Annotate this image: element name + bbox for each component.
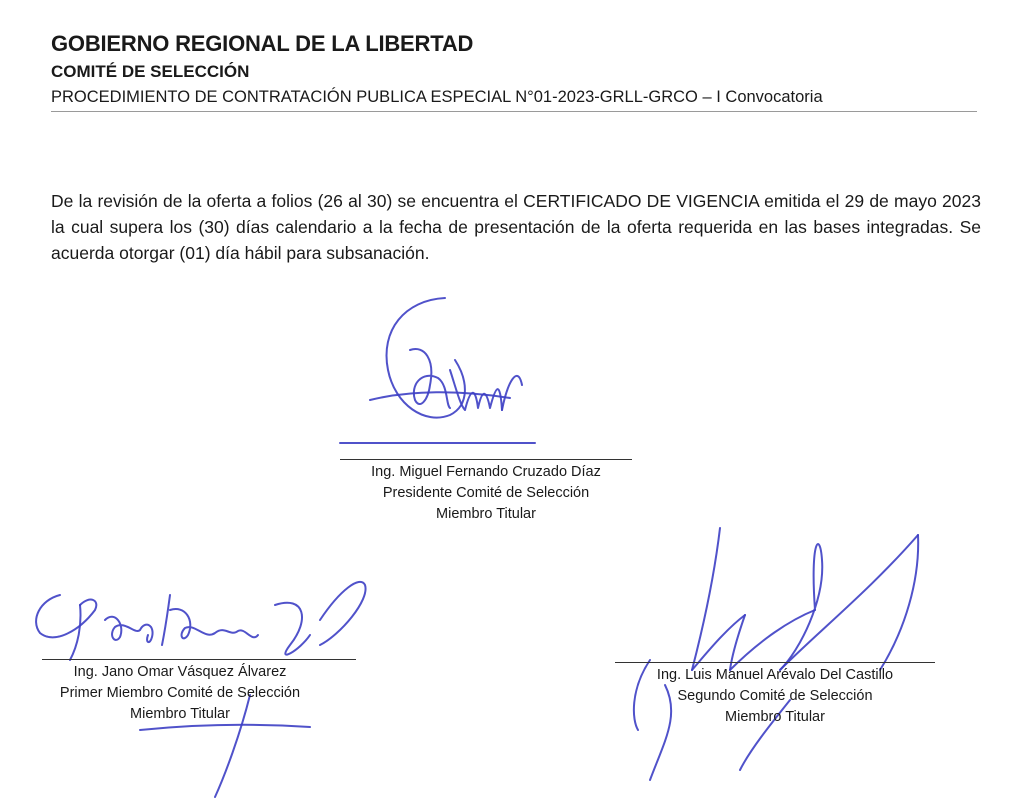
signatory-second-member bbox=[605, 665, 945, 728]
document-header bbox=[51, 30, 977, 112]
body-paragraph: De la revisión de la oferta a folios (26 al 30) se encuentra el CERTIFICADO DE VIGENCIA emitida el 29 de mayo 2023 la cual supera los (30) días calendario a la fecha de presentación de la oferta requerida en las bases integradas. Se acuerda otorgar (01) día hábil para subsanación. bbox=[51, 191, 981, 263]
signatory-role: Presidente Comité de Selección bbox=[382, 485, 590, 501]
signatory-name: Ing. Jano Omar Vásquez Álvarez bbox=[73, 664, 287, 680]
signatory-status: Miembro Titular bbox=[436, 506, 536, 522]
signatory-first-member bbox=[30, 662, 330, 725]
signature-line-second-member bbox=[615, 662, 935, 663]
signature-line-president bbox=[340, 459, 632, 460]
signatory-role: Primer Miembro Comité de Selección bbox=[59, 685, 301, 701]
organization-title: GOBIERNO REGIONAL DE LA LIBERTAD bbox=[51, 31, 474, 56]
signature-president bbox=[350, 290, 550, 470]
signatory-president bbox=[320, 462, 652, 525]
signature-line-first-member bbox=[42, 659, 356, 660]
signatory-status: Miembro Titular bbox=[725, 709, 825, 725]
signatory-name: Ing. Miguel Fernando Cruzado Díaz bbox=[371, 464, 601, 480]
signatory-status: Miembro Titular bbox=[130, 706, 230, 722]
signatory-name: Ing. Luis Manuel Arévalo Del Castillo bbox=[656, 667, 894, 683]
signature-second-member bbox=[620, 520, 940, 790]
committee-title: COMITÉ DE SELECCIÓN bbox=[51, 62, 250, 81]
signatory-role: Segundo Comité de Selección bbox=[677, 688, 873, 704]
procedure-title: PROCEDIMIENTO DE CONTRATACIÓN PUBLICA ESPECIAL N°01-2023-GRLL-GRCO – I Convocatoria bbox=[51, 86, 977, 112]
